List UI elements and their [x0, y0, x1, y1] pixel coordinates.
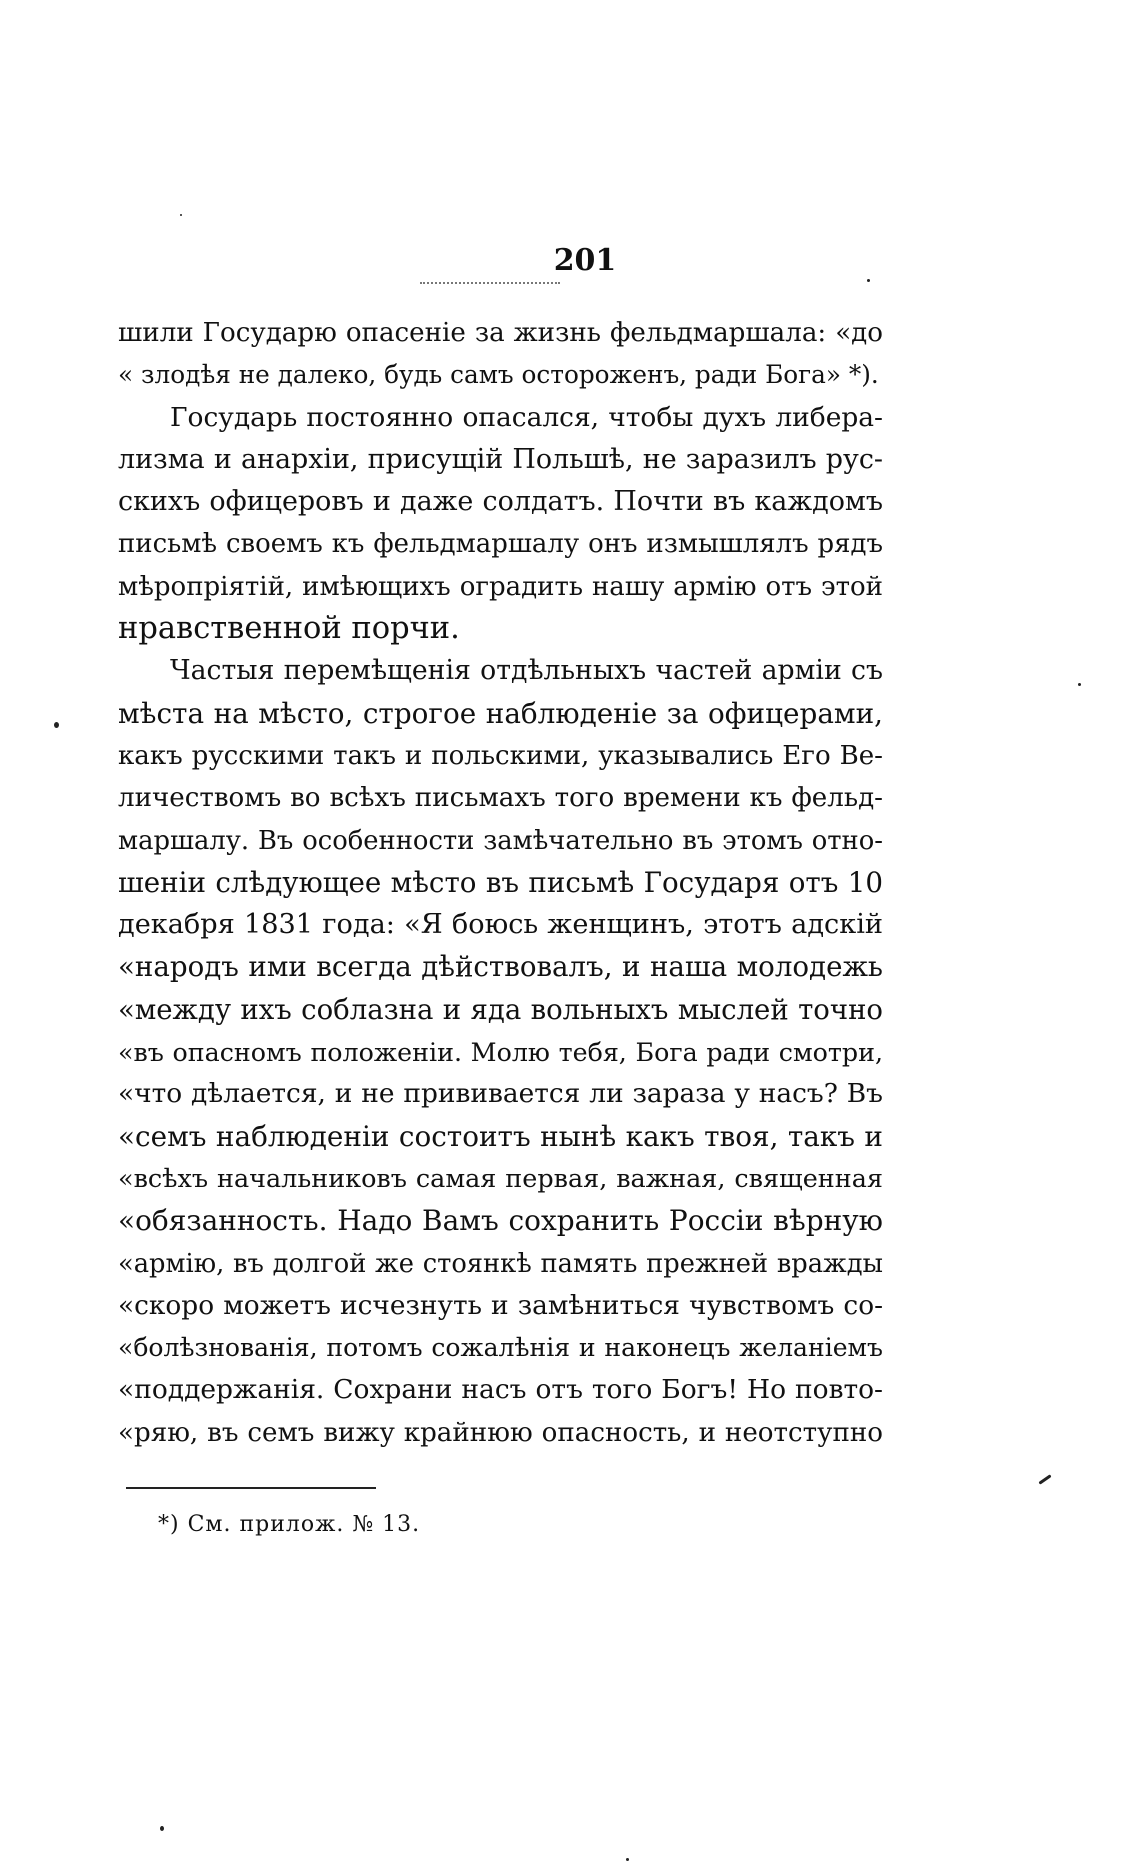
text-line: «народъ ими всегда дѣйствовалъ, и наша молодежь: [118, 950, 883, 984]
scan-speck: [867, 279, 870, 282]
text-line: мѣропріятій, имѣющихъ оградить нашу армію отъ этой: [118, 571, 883, 602]
footnote-rule: [126, 1487, 376, 1489]
text-line: шили Государю опасеніе за жизнь фельдмаршала: «до: [118, 318, 883, 348]
text-line: «поддержанія. Сохрани насъ отъ того Богъ! Но повто-: [118, 1374, 883, 1406]
text-line: письмѣ своемъ къ фельдмаршалу онъ измышлялъ рядъ: [118, 529, 883, 560]
text-line: «всѣхъ начальниковъ самая первая, важная, священная: [118, 1163, 883, 1194]
scan-speck: [626, 1858, 629, 1861]
text-line: Частыя перемѣщенія отдѣльныхъ частей арміи съ: [170, 655, 883, 687]
text-line: лизма и анархіи, присущій Польшѣ, не заразилъ рус-: [118, 443, 883, 475]
text-line: «армію, въ долгой же стоянкѣ память прежней вражды: [118, 1248, 883, 1279]
scan-speck: [180, 214, 182, 216]
body-text: [118, 312, 883, 1454]
scan-speck: [1038, 1474, 1051, 1484]
text-line: «болѣзнованія, потомъ сожалѣнія и наконецъ желаніемъ: [118, 1333, 883, 1363]
scan-speck: [1078, 683, 1081, 686]
text-line: «въ опасномъ положеніи. Молю тебя, Бога ради смотри,: [118, 1037, 883, 1068]
text-line: мѣста на мѣсто, строгое наблюденіе за офицерами,: [118, 696, 883, 730]
text-line: маршалу. Въ особенности замѣчательно въ этомъ отно-: [118, 825, 883, 856]
text-line: «скоро можетъ исчезнуть и замѣниться чувствомъ со-: [118, 1289, 883, 1321]
text-line: декабря 1831 года: «Я боюсь женщинъ, этотъ адскій: [118, 909, 883, 941]
text-line: «между ихъ соблазна и яда вольныхъ мыслей точно: [118, 993, 883, 1026]
footnote: *) См. прилож. № 13.: [158, 1512, 421, 1537]
text-line: какъ русскими такъ и польскими, указывались Его Ве-: [118, 740, 883, 771]
page-number: 201: [553, 243, 617, 278]
scan-speck: [160, 1826, 164, 1831]
text-line: Государь постоянно опасался, чтобы духъ либера-: [170, 401, 883, 433]
text-line: личествомъ во всѣхъ письмахъ того времени къ фельд-: [118, 783, 883, 814]
text-line: «семъ наблюденіи состоитъ нынѣ какъ твоя, такъ и: [118, 1119, 883, 1153]
text-line: нравственной порчи.: [118, 611, 460, 647]
scan-speck: [54, 722, 59, 728]
text-line: шеніи слѣдующее мѣсто въ письмѣ Государя отъ 10: [118, 865, 883, 899]
text-line: «ряю, въ семъ вижу крайнюю опасность, и неотступно: [118, 1417, 883, 1448]
text-line: скихъ офицеровъ и даже солдатъ. Почти въ каждомъ: [118, 486, 883, 518]
text-line: «обязанность. Надо Вамъ сохранить Россіи вѣрную: [118, 1204, 883, 1238]
text-line: «что дѣлается, и не прививается ли зараза у насъ? Въ: [118, 1078, 883, 1110]
header-rule: [420, 282, 560, 284]
text-line: « злодѣя не далеко, будь самъ остороженъ, ради Бога» *).: [118, 360, 879, 390]
